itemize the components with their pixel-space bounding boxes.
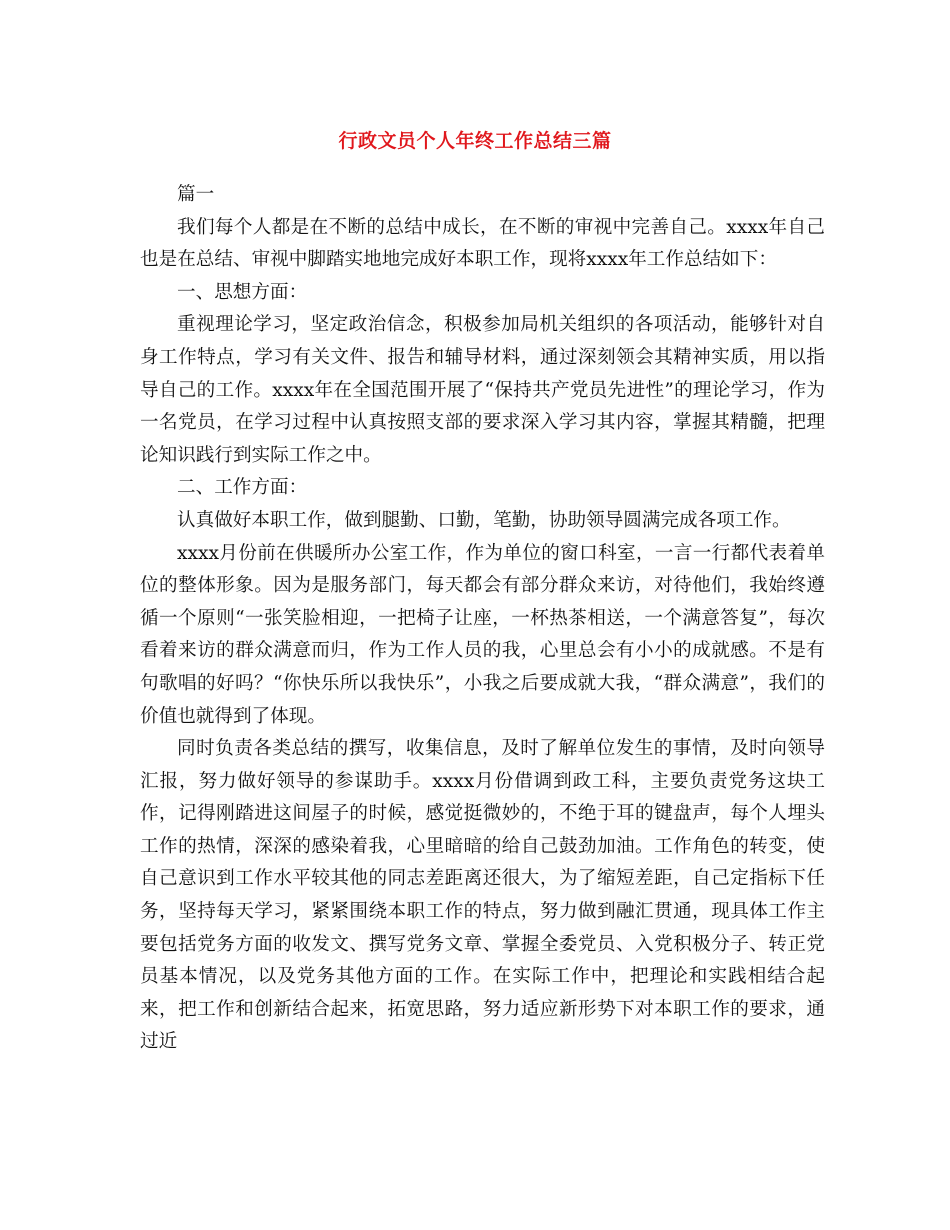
document-title: 行政文员个人年终工作总结三篇: [338, 130, 612, 152]
section-heading-work: 二、工作方面：: [177, 477, 308, 499]
document-body: [140, 179, 825, 1059]
ideology-paragraph: 重视理论学习，坚定政治信念，积极参加局机关组织的各项活动，能够针对自身工作特点，学习有关文件、报告和辅导材料，通过深刻领会其精神实质，用以指导自己的工作。xxxx年在全国范围开展了“保持共产党员先进性”的理论学习，作为一名党员，在学习过程中认真按照支部的要求深入学习其内容，掌握其精髓，把理论知识践行到实际工作之中。: [140, 314, 825, 466]
intro-paragraph: 我们每个人都是在不断的总结中成长，在不断的审视中完善自己。xxxx年自己也是在总结、审视中脚踏实地地完成好本职工作，现将xxxx年工作总结如下：: [140, 216, 825, 271]
section-heading-ideology: 一、思想方面：: [177, 281, 308, 303]
office-work-paragraph: xxxx月份前在供暖所办公室工作，作为单位的窗口科室，一言一行都代表着单位的整体形象。因为是服务部门，每天都会有部分群众来访，对待他们，我始终遵循一个原则“一张笑脸相迎，一把椅子让座，一杯热茶相送，一个满意答复”，每次看着来访的群众满意而归，作为工作人员的我，心里总会有小小的成就感。不是有句歌唱的好吗？“你快乐所以我快乐”，小我之后要成就大我，“群众满意”，我们的价值也就得到了体现。: [140, 542, 825, 727]
party-work-paragraph: 同时负责各类总结的撰写，收集信息，及时了解单位发生的事情，及时向领导汇报，努力做好领导的参谋助手。xxxx月份借调到政工科，主要负责党务这块工作，记得刚踏进这间屋子的时候，感觉挺微妙的，不绝于耳的键盘声，每个人埋头工作的热情，深深的感染着我，心里暗暗的给自己鼓劲加油。工作角色的转变，使自己意识到工作水平较其他的同志差距离还很大，为了缩短差距，自己定指标下任务，坚持每天学习，紧紧围绕本职工作的特点，努力做到融汇贯通，现具体工作主要包括党务方面的收发文、撰写党务文章、掌握全委党员、入党积极分子、转正党员基本情况，以及党务其他方面的工作。在实际工作中，把理论和实践相结合起来，把工作和创新结合起来，拓宽思路，努力适应新形势下对本职工作的要求，通过近: [140, 738, 825, 1053]
section-heading-part-one: 篇一: [177, 184, 215, 205]
work-summary-paragraph: 认真做好本职工作，做到腿勤、口勤，笔勤，协助领导圆满完成各项工作。: [177, 509, 791, 531]
